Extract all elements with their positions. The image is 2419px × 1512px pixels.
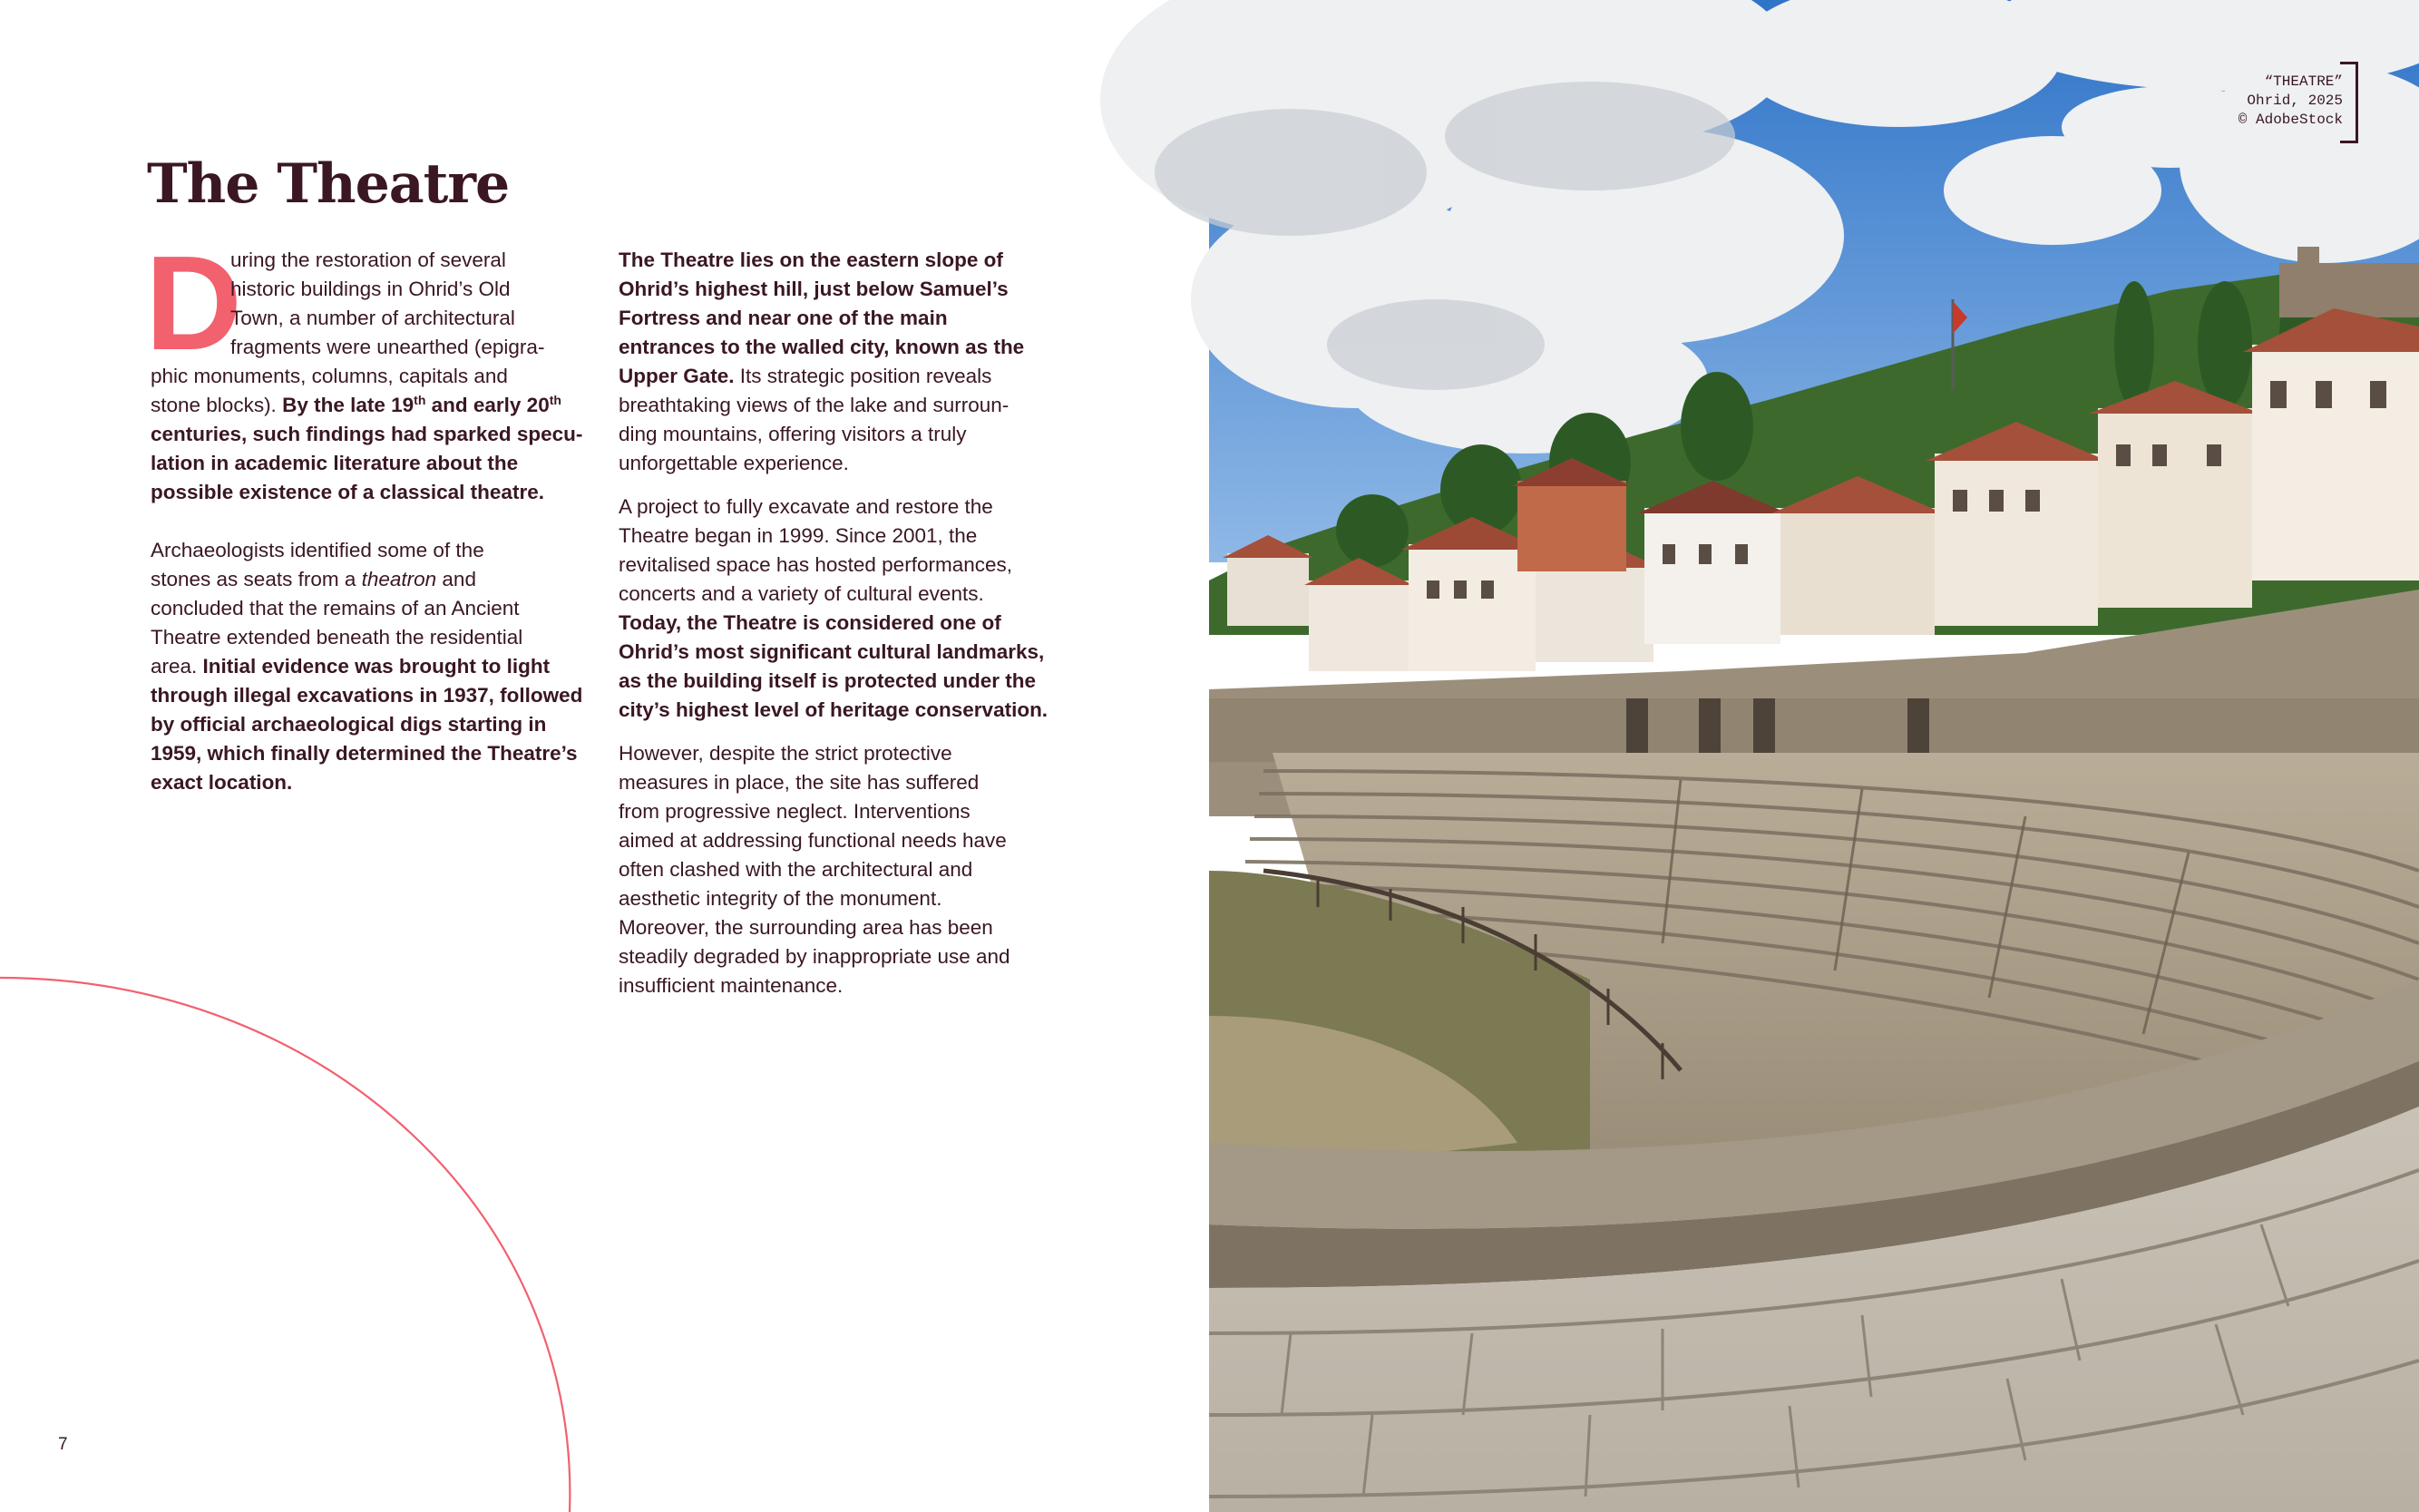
text-line: Town, a number of architectural — [230, 307, 515, 329]
text-line: measures in place, the site has suffered — [619, 771, 980, 794]
text-page — [0, 0, 1209, 1512]
text-line: unforgettable experience. — [619, 452, 849, 474]
credit-source: © AdobeStock — [2238, 112, 2343, 128]
page-number: 7 — [58, 1435, 68, 1454]
text-line: concerts and a variety of cultural events. — [619, 582, 984, 605]
superscript: th — [549, 393, 561, 407]
text-line: breathtaking views of the lake and surroun- — [619, 394, 1010, 416]
bold-run: and early 20 — [425, 394, 550, 416]
text-line: Archaeologists identified some of the — [151, 539, 484, 561]
paragraph-restoration — [151, 246, 604, 507]
bold-run: Upper Gate. — [619, 365, 735, 387]
bold-line: Ohrid’s highest hill, just below Samuel’s — [619, 278, 1009, 300]
photo-credit — [2143, 73, 2343, 130]
text-line: ding mountains, offering visitors a truly — [619, 423, 967, 445]
text-line — [151, 391, 604, 420]
bold-line: Fortress and near one of the main — [619, 307, 948, 329]
bold-line: The Theatre lies on the eastern slope of — [619, 249, 1003, 271]
text-line: concluded that the remains of an Ancient — [151, 597, 520, 619]
bold-line: 1959, which finally determined the Theatre’s — [151, 742, 578, 765]
text-run: area. — [151, 655, 203, 678]
bold-line: Today, the Theatre is considered one of — [619, 611, 1001, 634]
bold-run: By the late 19 — [282, 394, 415, 416]
bold-line: through illegal excavations in 1937, followed — [151, 684, 583, 707]
text-column-right — [619, 246, 1072, 1000]
text-run: Its strategic position reveals — [734, 365, 992, 387]
bold-line: possible existence of a classical theatre. — [151, 481, 544, 503]
page-title: The Theatre — [147, 152, 510, 216]
drop-cap: D — [145, 229, 242, 378]
bold-line: exact location. — [151, 771, 293, 794]
bold-line: by official archaeological digs starting in — [151, 713, 547, 736]
text-line: Theatre began in 1999. Since 2001, the — [619, 524, 978, 547]
text-line: phic monuments, columns, capitals and — [151, 365, 508, 387]
paragraph-neglect — [619, 739, 1072, 1000]
text-line: steadily degraded by inappropriate use and — [619, 945, 1010, 968]
text-line: insufficient maintenance. — [619, 974, 844, 997]
text-line: fragments were unearthed (epigra- — [230, 336, 545, 358]
paragraph-location — [619, 246, 1072, 478]
text-column-left — [151, 246, 604, 797]
credit-bracket — [2340, 62, 2358, 143]
text-run: stone blocks). — [151, 394, 283, 416]
text-line — [151, 652, 604, 681]
text-line: revitalised space has hosted performances, — [619, 553, 1012, 576]
italic-run: theatron — [361, 568, 437, 590]
text-line: often clashed with the architectural and — [619, 858, 973, 881]
text-line: aimed at addressing functional needs have — [619, 829, 1007, 852]
text-line: aesthetic integrity of the monument. — [619, 887, 942, 910]
text-line — [151, 565, 604, 594]
bold-line: as the building itself is protected under the — [619, 669, 1037, 692]
text-run: and — [436, 568, 476, 590]
bold-run: Initial evidence was brought to light — [202, 655, 551, 678]
text-run: stones as seats from a — [151, 568, 362, 590]
paragraph-restoration-project — [619, 493, 1072, 725]
superscript: th — [414, 393, 426, 407]
bold-line: centuries, such findings had sparked specu- — [151, 423, 583, 445]
text-line: A project to fully excavate and restore the — [619, 495, 993, 518]
bold-line: lation in academic literature about the — [151, 452, 519, 474]
text-line: from progressive neglect. Interventions — [619, 800, 971, 823]
text-line: uring the restoration of several — [230, 249, 506, 271]
text-line — [619, 362, 1072, 391]
theatre-photo — [1209, 0, 2419, 1512]
text-line: Moreover, the surrounding area has been — [619, 916, 993, 939]
paragraph-archaeologists — [151, 536, 604, 797]
text-line: However, despite the strict protective — [619, 742, 952, 765]
photo-illustration — [1209, 0, 2419, 1512]
bold-line: entrances to the walled city, known as the — [619, 336, 1025, 358]
credit-place-year: Ohrid, 2025 — [2247, 93, 2343, 109]
bold-line: Ohrid’s most significant cultural landmarks, — [619, 640, 1045, 663]
credit-title: “THEATRE” — [2264, 73, 2343, 90]
bold-line: city’s highest level of heritage conservation. — [619, 698, 1049, 721]
text-line: Theatre extended beneath the residential — [151, 626, 523, 649]
text-line: historic buildings in Ohrid’s Old — [230, 278, 511, 300]
